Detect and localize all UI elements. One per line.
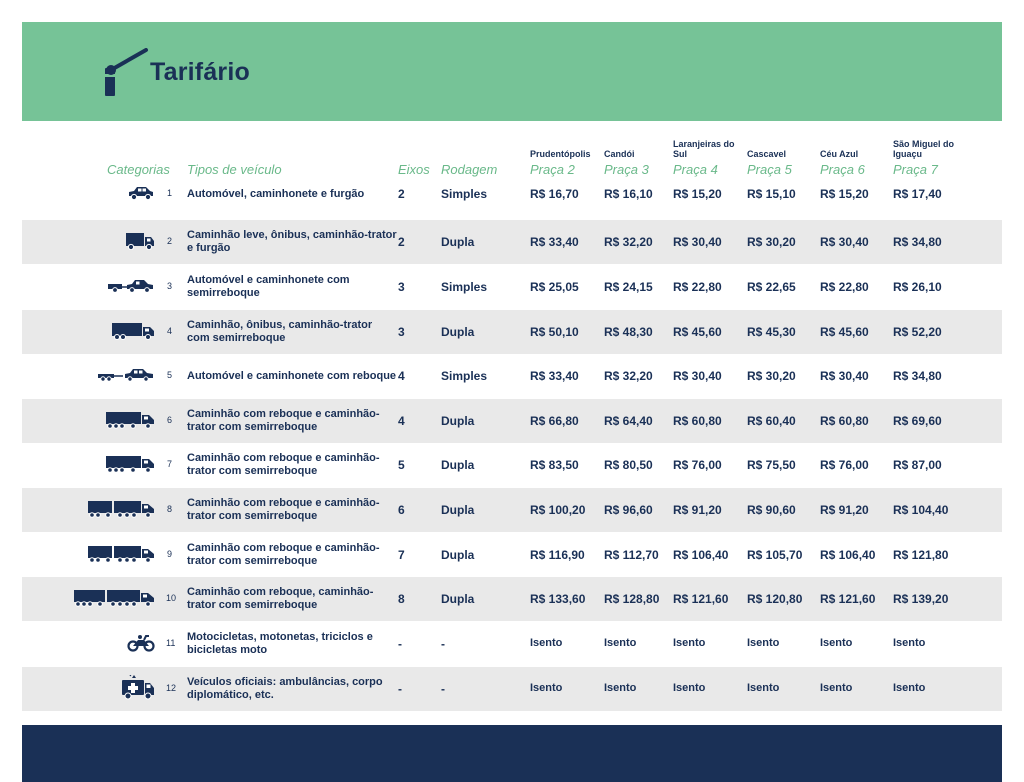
toll-price: R$ 75,50 — [747, 458, 796, 472]
toll-price: R$ 106,40 — [673, 548, 729, 562]
vehicle-description: Automóvel e caminhonete com reboque — [187, 369, 397, 382]
toll-price: R$ 17,40 — [893, 187, 942, 201]
col-header-tipos: Tipos de veículo — [187, 162, 282, 177]
toll-price: R$ 16,70 — [530, 187, 579, 201]
page-title: Tarifário — [150, 58, 250, 86]
vehicle-description: Caminhão, ônibus, caminhão-trator com semirreboque — [187, 319, 373, 344]
toll-price: R$ 121,80 — [893, 548, 949, 562]
vehicle-description: Veículos oficiais: ambulâncias, corpo diplomático, etc. — [187, 676, 383, 701]
toll-price: R$ 96,60 — [604, 503, 653, 517]
toll-price: R$ 104,40 — [893, 503, 949, 517]
toll-price: R$ 91,20 — [673, 503, 722, 517]
axles-value: 3 — [398, 325, 405, 339]
toll-price: R$ 22,80 — [820, 280, 869, 294]
category-number: 2 — [167, 236, 173, 246]
axles-value: 3 — [398, 280, 405, 294]
toll-price: R$ 133,60 — [530, 592, 586, 606]
long-truck-icon — [87, 500, 155, 523]
plaza-name: Laranjeiras do Sul — [673, 139, 735, 159]
toll-price: Isento — [893, 682, 926, 694]
toll-price: Isento — [747, 682, 780, 694]
toll-price: R$ 60,80 — [673, 414, 722, 428]
toll-price: R$ 33,40 — [530, 369, 579, 383]
long-truck-icon — [87, 545, 155, 568]
car-icon — [127, 186, 155, 205]
toll-price: R$ 87,00 — [893, 458, 942, 472]
category-number: 4 — [167, 326, 173, 336]
toll-price: R$ 121,60 — [673, 592, 729, 606]
toll-price: R$ 32,20 — [604, 235, 653, 249]
toll-barrier-icon — [102, 48, 150, 98]
wheel-type-value: Dupla — [441, 414, 475, 428]
category-number: 10 — [166, 593, 177, 603]
toll-price: Isento — [820, 637, 853, 649]
wheel-type-value: Simples — [441, 187, 488, 201]
plaza-label: Praça 4 — [673, 162, 718, 177]
toll-price: R$ 26,10 — [893, 280, 942, 294]
col-header-eixos: Eixos — [398, 162, 430, 177]
toll-price: Isento — [530, 682, 563, 694]
toll-price: R$ 30,40 — [673, 235, 722, 249]
toll-price: R$ 112,70 — [604, 548, 659, 562]
toll-price: R$ 45,60 — [673, 325, 722, 339]
plaza-label: Praça 7 — [893, 162, 938, 177]
car-semitrailer-icon — [107, 279, 155, 298]
toll-price: R$ 24,15 — [604, 280, 653, 294]
truck-trailer-icon — [105, 455, 155, 478]
toll-price: Isento — [604, 637, 637, 649]
category-number: 1 — [167, 188, 173, 198]
toll-price: R$ 30,40 — [820, 235, 869, 249]
plaza-name: Candói — [604, 149, 635, 159]
vehicle-description: Caminhão leve, ônibus, caminhão-trator e furgão — [187, 229, 397, 254]
toll-price: R$ 60,40 — [747, 414, 796, 428]
vehicle-description: Caminhão com reboque e caminhão-trator com semirreboque — [187, 408, 380, 433]
car-trailer-icon — [97, 368, 155, 387]
toll-price: R$ 76,00 — [673, 458, 722, 472]
wheel-type-value: Dupla — [441, 592, 475, 606]
toll-price: R$ 64,40 — [604, 414, 653, 428]
toll-price: Isento — [673, 637, 706, 649]
axles-value: - — [398, 637, 402, 651]
toll-price: Isento — [673, 682, 706, 694]
wheel-type-value: Simples — [441, 369, 488, 383]
toll-price: R$ 121,60 — [820, 592, 876, 606]
toll-price: R$ 48,30 — [604, 325, 653, 339]
toll-price: R$ 15,20 — [673, 187, 722, 201]
toll-price: R$ 106,40 — [820, 548, 876, 562]
toll-price: R$ 25,05 — [530, 280, 579, 294]
toll-price: R$ 105,70 — [747, 548, 803, 562]
toll-price: R$ 32,20 — [604, 369, 653, 383]
footer-bar — [22, 725, 1002, 782]
plaza-label: Praça 5 — [747, 162, 792, 177]
toll-price: R$ 100,20 — [530, 503, 586, 517]
plaza-label: Praça 3 — [604, 162, 649, 177]
toll-price: R$ 30,40 — [820, 369, 869, 383]
vehicle-description: Motocicletas, motonetas, triciclos e bicicletas moto — [187, 631, 373, 656]
wheel-type-value: Dupla — [441, 503, 475, 517]
toll-price: Isento — [747, 637, 780, 649]
category-number: 6 — [167, 415, 173, 425]
toll-price: R$ 83,50 — [530, 458, 579, 472]
plaza-name: Prudentópolis — [530, 149, 591, 159]
wheel-type-value: - — [441, 637, 445, 651]
col-header-categorias: Categorias — [107, 162, 170, 177]
toll-price: Isento — [820, 682, 853, 694]
motorcycle-icon — [127, 634, 155, 657]
toll-price: Isento — [893, 637, 926, 649]
axles-value: 2 — [398, 235, 405, 249]
toll-price: R$ 50,10 — [530, 325, 579, 339]
category-number: 12 — [166, 683, 177, 693]
toll-price: R$ 66,80 — [530, 414, 579, 428]
toll-price: R$ 90,60 — [747, 503, 796, 517]
toll-price: R$ 22,80 — [673, 280, 722, 294]
truck-semitrailer-icon — [111, 322, 155, 345]
category-number: 5 — [167, 370, 173, 380]
wheel-type-value: Simples — [441, 280, 488, 294]
wheel-type-value: Dupla — [441, 548, 475, 562]
toll-price: Isento — [604, 682, 637, 694]
toll-price: R$ 22,65 — [747, 280, 796, 294]
truck-trailer-icon — [105, 411, 155, 434]
axles-value: 7 — [398, 548, 405, 562]
vehicle-description: Automóvel e caminhonete com semirreboque — [187, 274, 350, 299]
axles-value: 8 — [398, 592, 405, 606]
axles-value: 4 — [398, 369, 405, 383]
vehicle-description: Caminhão com reboque e caminhão-trator com semirreboque — [187, 497, 380, 522]
axles-value: - — [398, 682, 402, 696]
toll-price: R$ 15,20 — [820, 187, 869, 201]
toll-price: R$ 34,80 — [893, 235, 942, 249]
axles-value: 2 — [398, 187, 405, 201]
plaza-label: Praça 6 — [820, 162, 865, 177]
vehicle-description: Caminhão com reboque, caminhão-trator com semirreboque — [187, 586, 374, 611]
toll-price: R$ 45,60 — [820, 325, 869, 339]
plaza-name: São Miguel do Iguaçu — [893, 139, 955, 159]
category-number: 9 — [167, 549, 173, 559]
toll-price: R$ 34,80 — [893, 369, 942, 383]
toll-price: R$ 33,40 — [530, 235, 579, 249]
wheel-type-value: Dupla — [441, 235, 475, 249]
category-number: 7 — [167, 459, 173, 469]
wheel-type-value: Dupla — [441, 325, 475, 339]
toll-price: R$ 120,80 — [747, 592, 803, 606]
toll-price: Isento — [530, 637, 563, 649]
plaza-label: Praça 2 — [530, 162, 575, 177]
toll-price: R$ 76,00 — [820, 458, 869, 472]
plaza-name: Céu Azul — [820, 149, 859, 159]
axles-value: 5 — [398, 458, 405, 472]
vehicle-description: Caminhão com reboque e caminhão-trator com semirreboque — [187, 542, 380, 567]
toll-price: R$ 60,80 — [820, 414, 869, 428]
toll-price: R$ 45,30 — [747, 325, 796, 339]
axles-value: 6 — [398, 503, 405, 517]
road-train-icon — [73, 589, 155, 612]
header-banner — [22, 22, 1002, 121]
plaza-name: Cascavel — [747, 149, 787, 159]
toll-price: R$ 80,50 — [604, 458, 653, 472]
wheel-type-value: - — [441, 682, 445, 696]
wheel-type-value: Dupla — [441, 458, 475, 472]
vehicle-description: Caminhão com reboque e caminhão-trator com semirreboque — [187, 452, 380, 477]
ambulance-icon — [121, 675, 155, 706]
toll-price: R$ 116,90 — [530, 548, 585, 562]
toll-price: R$ 15,10 — [747, 187, 796, 201]
category-number: 11 — [166, 638, 176, 648]
toll-price: R$ 30,20 — [747, 235, 796, 249]
category-number: 3 — [167, 281, 173, 291]
toll-price: R$ 128,80 — [604, 592, 660, 606]
light-truck-icon — [125, 232, 155, 255]
category-number: 8 — [167, 504, 173, 514]
toll-price: R$ 16,10 — [604, 187, 653, 201]
col-header-rodagem: Rodagem — [441, 162, 498, 177]
axles-value: 4 — [398, 414, 405, 428]
toll-price: R$ 91,20 — [820, 503, 869, 517]
vehicle-description: Automóvel, caminhonete e furgão — [187, 187, 365, 200]
toll-price: R$ 30,20 — [747, 369, 796, 383]
toll-price: R$ 30,40 — [673, 369, 722, 383]
toll-price: R$ 52,20 — [893, 325, 942, 339]
toll-price: R$ 69,60 — [893, 414, 942, 428]
toll-price: R$ 139,20 — [893, 592, 949, 606]
